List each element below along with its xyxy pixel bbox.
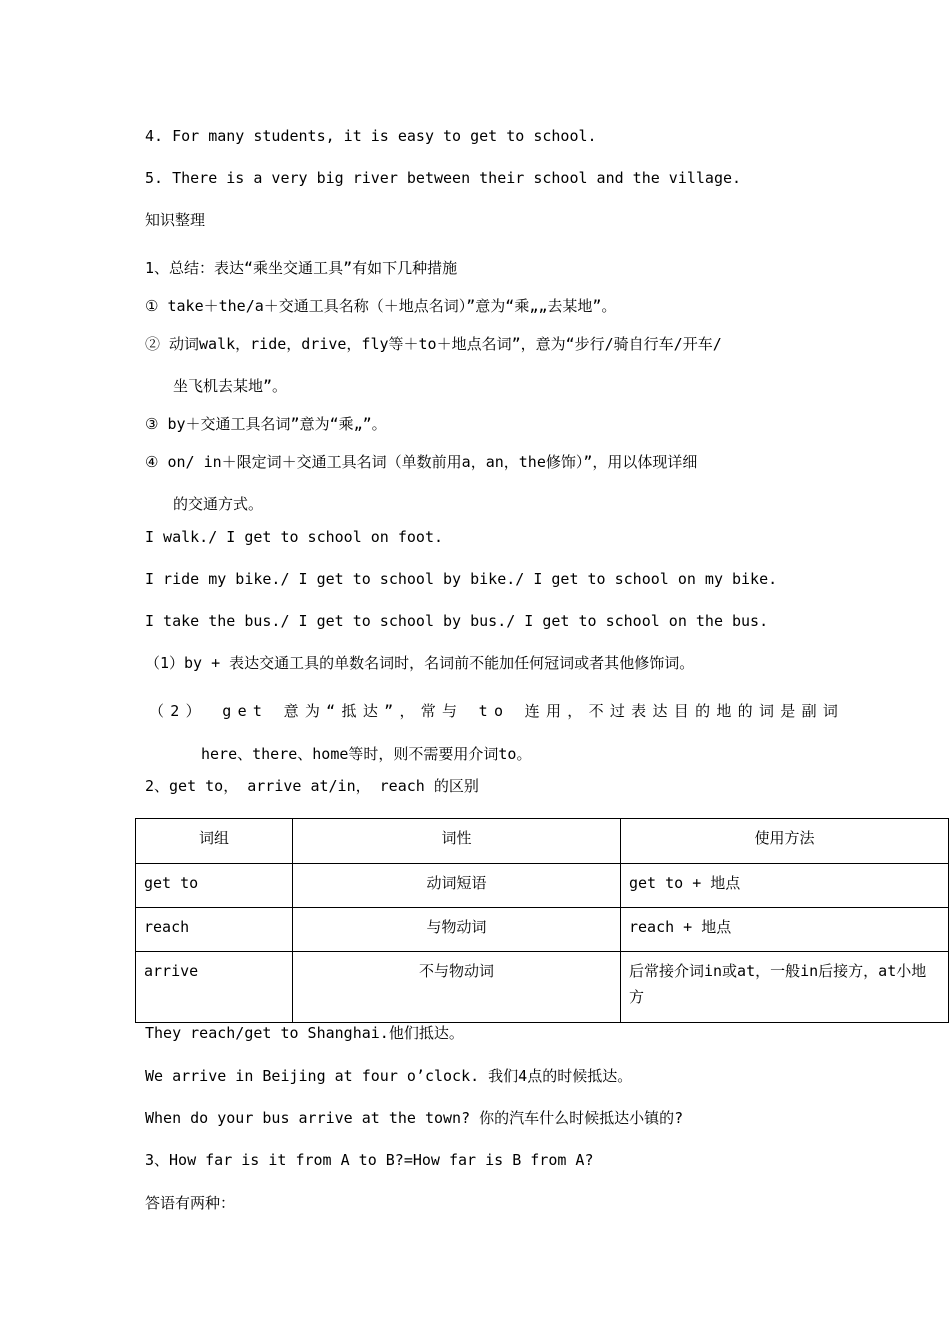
example-arrive-town: When do your bus arrive at the town? 你的汽车什么时候抵达小镇的? bbox=[145, 1109, 684, 1127]
table-cell: 与物动词 bbox=[293, 908, 621, 952]
table-header-cell: 词组 bbox=[136, 819, 293, 864]
example-arrive-beijing: We arrive in Beijing at four o’clock. 我们4点的时候抵达。 bbox=[145, 1067, 633, 1085]
table-row bbox=[136, 864, 949, 908]
example-bus: I take the bus./ I get to school by bus./ I get to school on the bus. bbox=[145, 612, 769, 630]
example-walk: I walk./ I get to school on foot. bbox=[145, 528, 444, 546]
table-cell: arrive bbox=[136, 952, 293, 1023]
rule-1: ① take＋the/a＋交通工具名称（＋地点名词）”意为“乘„„去某地”。 bbox=[145, 297, 617, 315]
rule-3: ③ by＋交通工具名词”意为“乘„”。 bbox=[145, 415, 387, 433]
sentence-5: 5. There is a very big river between their school and the village. bbox=[145, 169, 742, 187]
table-cell: get to bbox=[136, 864, 293, 908]
rule-4: ④ on/ in＋限定词＋交通工具名词（单数前用a，an，the修饰）”，用以体现详细 bbox=[145, 453, 698, 471]
table-header-cell: 使用方法 bbox=[621, 819, 949, 864]
answer-heading: 答语有两种： bbox=[145, 1194, 236, 1212]
note-2: （2） get 意为“抵达”，常与 to 连用，不过表达目的地的词是副词 bbox=[149, 702, 845, 720]
note-1: （1）by + 表达交通工具的单数名词时，名词前不能加任何冠词或者其他修饰词。 bbox=[145, 654, 695, 672]
rule-2-continued: 坐飞机去某地”。 bbox=[173, 377, 288, 395]
table-header-row bbox=[136, 819, 949, 864]
comparison-table bbox=[135, 818, 949, 1023]
table-cell: reach + 地点 bbox=[621, 908, 949, 952]
table-row bbox=[136, 908, 949, 952]
table-header-cell: 词性 bbox=[293, 819, 621, 864]
table-cell: 不与物动词 bbox=[293, 952, 621, 1023]
table-cell: 后常接介词in或at，一般in后接方，at小地方 bbox=[621, 952, 949, 1023]
section-heading: 知识整理 bbox=[145, 211, 206, 229]
table-cell: get to + 地点 bbox=[621, 864, 949, 908]
example-reach: They reach/get to Shanghai.他们抵达。 bbox=[145, 1024, 464, 1042]
rule-2: ② 动词walk，ride，drive，fly等＋to＋地点名词”，意为“步行/骑自行车/开车/ bbox=[145, 335, 722, 353]
table-cell: 动词短语 bbox=[293, 864, 621, 908]
rule-4-continued: 的交通方式。 bbox=[173, 495, 264, 513]
table-cell: reach bbox=[136, 908, 293, 952]
table-row bbox=[136, 952, 949, 1023]
comparison-heading: 2、get to， arrive at/in， reach 的区别 bbox=[145, 777, 479, 795]
sentence-4: 4. For many students, it is easy to get to school. bbox=[145, 127, 597, 145]
how-far-heading: 3、How far is it from A to B?=How far is B from A? bbox=[145, 1151, 594, 1169]
example-bike: I ride my bike./ I get to school by bike./ I get to school on my bike. bbox=[145, 570, 778, 588]
note-2-continued: here、there、home等时，则不需要用介词to。 bbox=[201, 745, 532, 763]
summary-heading: 1、总结：表达“乘坐交通工具”有如下几种措施 bbox=[145, 259, 458, 277]
